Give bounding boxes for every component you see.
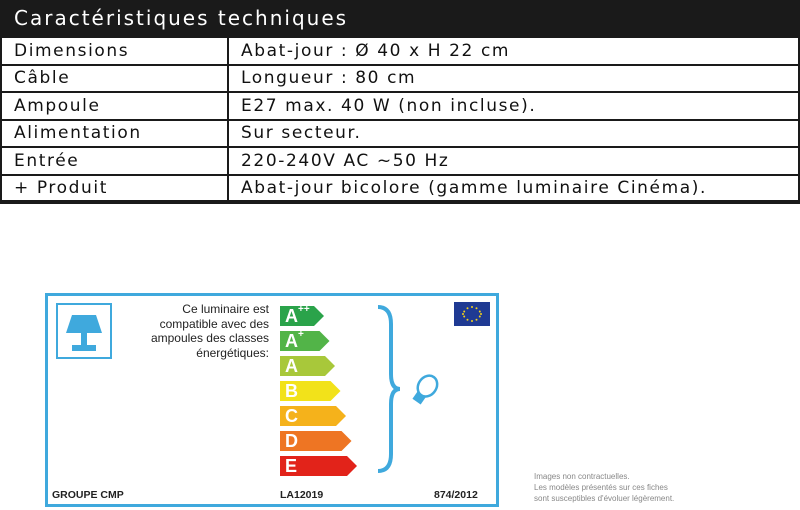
regulation-number: 874/2012 xyxy=(434,489,478,501)
energy-class-letter: A xyxy=(285,306,298,326)
light-bulb-icon xyxy=(401,372,447,410)
brand-name: GROUPE CMP xyxy=(52,489,124,501)
row-value: Sur secteur. xyxy=(228,120,799,148)
disclaimer xyxy=(534,471,734,504)
brace-icon xyxy=(375,304,403,474)
energy-class-bar xyxy=(280,381,341,401)
disclaimer-line: sont susceptibles d'évoluer légèrement. xyxy=(534,494,675,503)
row-label: Câble xyxy=(1,65,228,93)
table-row xyxy=(1,120,799,148)
energy-class-letter: A xyxy=(285,356,298,376)
row-label: Entrée xyxy=(1,147,228,175)
model-number: LA12019 xyxy=(280,489,324,501)
compat-line: Ce luminaire est xyxy=(182,302,269,316)
table-lamp-icon xyxy=(56,303,112,359)
energy-class-letter: A xyxy=(285,331,298,351)
energy-class-letter: E xyxy=(285,456,298,476)
compat-line: compatible avec des xyxy=(159,316,269,331)
energy-class-bar xyxy=(280,306,324,326)
row-label: Ampoule xyxy=(1,92,228,120)
table-row xyxy=(1,92,799,120)
energy-class-bar xyxy=(280,356,335,376)
compatibility-text xyxy=(123,302,269,360)
table-row xyxy=(1,37,799,65)
energy-class-bar xyxy=(280,406,346,426)
row-value: Abat-jour bicolore (gamme luminaire Cinéma). xyxy=(228,175,799,203)
energy-class-letter: C xyxy=(285,406,298,426)
table-row xyxy=(1,65,799,93)
energy-label xyxy=(45,293,499,507)
compat-line: énergétiques: xyxy=(196,345,269,360)
compat-line: ampoules des classes xyxy=(150,331,269,345)
energy-class-suffix: ++ xyxy=(298,304,310,315)
eu-flag-icon xyxy=(454,302,490,326)
spec-table xyxy=(0,36,800,204)
row-value: E27 max. 40 W (non incluse). xyxy=(228,92,799,120)
disclaimer-line: Les modèles présentés sur ces fiches xyxy=(534,483,668,492)
row-label: Alimentation xyxy=(1,120,228,148)
energy-class-letter: B xyxy=(285,381,298,401)
spec-sheet xyxy=(0,0,800,204)
row-value: Abat-jour : Ø 40 x H 22 cm xyxy=(228,37,799,65)
energy-class-letter: D xyxy=(285,431,298,451)
disclaimer-line: Images non contractuelles. xyxy=(534,472,630,481)
table-row xyxy=(1,147,799,175)
row-value: 220-240V AC ~50 Hz xyxy=(228,147,799,175)
table-row xyxy=(1,175,799,203)
row-value: Longueur : 80 cm xyxy=(228,65,799,93)
energy-class-bar xyxy=(280,456,357,476)
energy-class-bar xyxy=(280,331,330,351)
energy-class-suffix: + xyxy=(298,329,304,340)
row-label: + Produit xyxy=(1,175,228,203)
spec-title: Caractéristiques techniques xyxy=(0,0,800,36)
energy-class-bar xyxy=(280,431,352,451)
row-label: Dimensions xyxy=(1,37,228,65)
